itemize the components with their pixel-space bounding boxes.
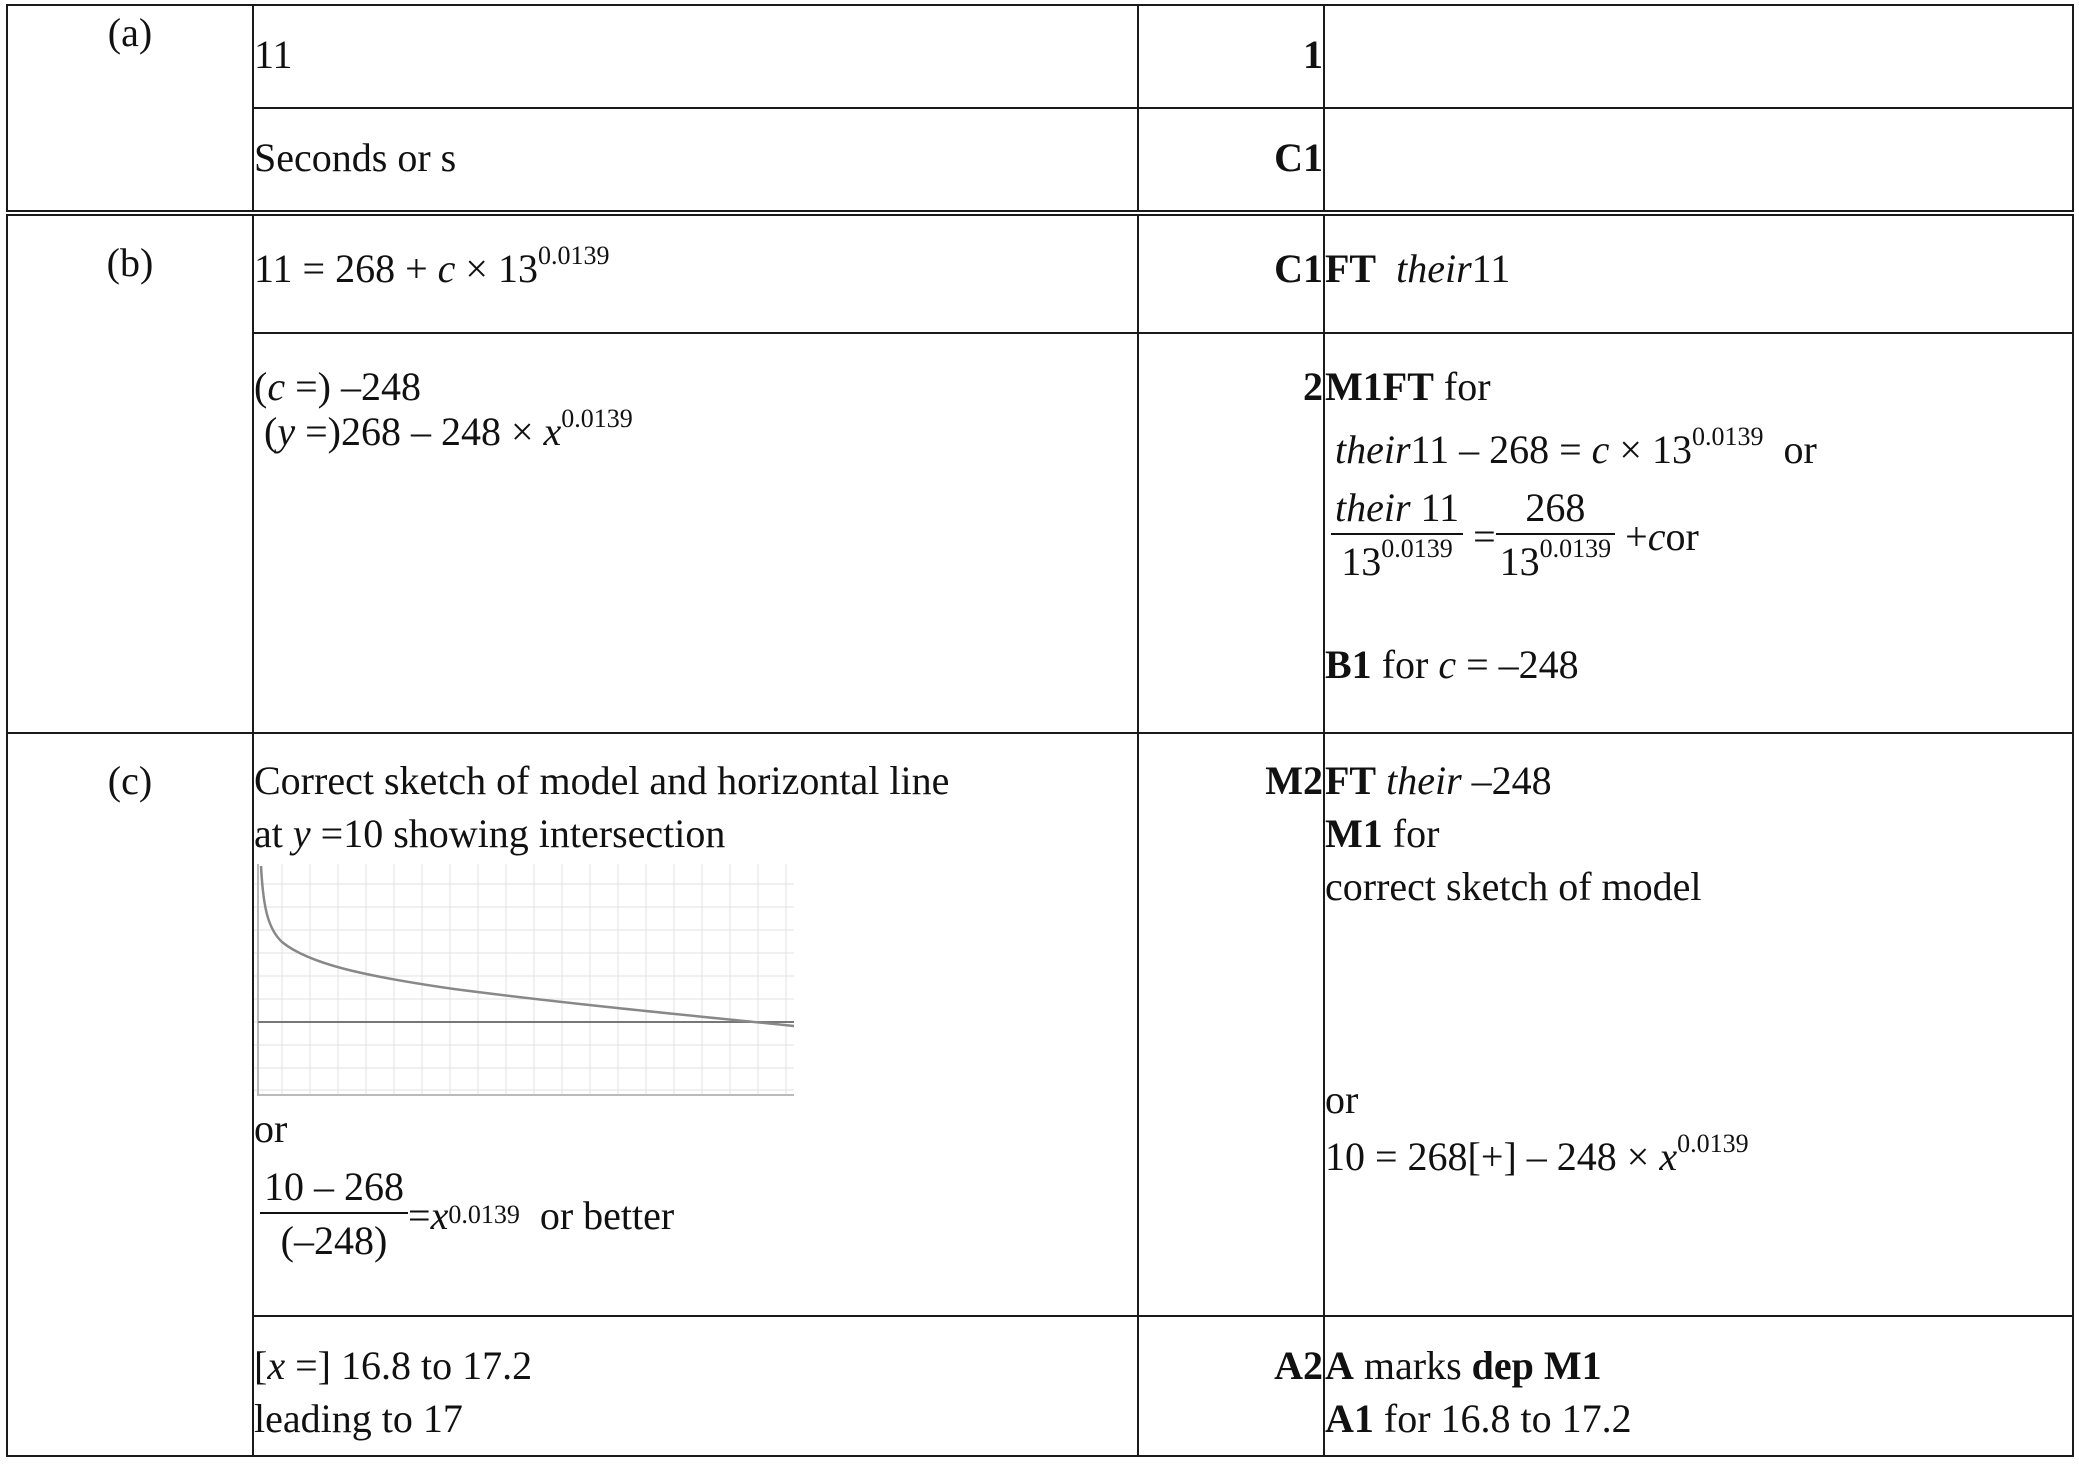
guidance-code: FT [1325, 246, 1377, 291]
answer-text: Seconds or s [254, 135, 457, 180]
guidance-or: or [1325, 1077, 1359, 1122]
part-label-b [7, 215, 253, 733]
part-label-c [7, 733, 253, 1456]
model-sketch-graph [254, 864, 794, 1100]
mark-cell [1138, 5, 1324, 108]
answer-cell [253, 1316, 1138, 1456]
guidance-line: correct sketch of model [1325, 864, 1702, 909]
guidance-line: A1 for 16.8 to 17.2 [1325, 1396, 1632, 1441]
part-label-text: (a) [107, 10, 153, 55]
answer-cell [253, 215, 1138, 333]
mark-cell [1138, 733, 1324, 1316]
model-curve [261, 866, 794, 1026]
guidance-value: 11 [1471, 246, 1511, 291]
part-label-a [7, 5, 253, 211]
mark-text: M2 [1265, 758, 1323, 803]
mark-text: C1 [1274, 135, 1323, 180]
guidance-line: M1 for [1325, 811, 1440, 856]
answer-fraction-equation: $\frac{10 - 268}{(-248)}$ = x 0.0139 or better [260, 1155, 1137, 1275]
answer-line: Correct sketch of model and horizontal line [254, 758, 950, 803]
guidance-cell [1324, 108, 2073, 211]
guidance-cell [1324, 215, 2073, 333]
equation-c1: $11 = 268 + c \times 13^{0.0139}$ [254, 241, 610, 291]
fraction-their-11: $\frac{\text{their 11}}{13^{0.0139}}$ [1331, 483, 1463, 589]
guidance-equation: $10 = 268[+] - 248 \times x^{0.0139}$ [1325, 1129, 1749, 1179]
mark-scheme-table-part-a [6, 4, 2074, 212]
guidance-title: M1FT for [1325, 364, 1491, 409]
guidance-cell [1324, 333, 2073, 733]
answer-or: or [254, 1106, 288, 1151]
answer-line-model: $(y =)268 - 248 \times x^{0.0139}$ [264, 404, 633, 454]
answer-line: leading to 17 [254, 1396, 463, 1441]
answer-line-c: (c =) –248 [254, 364, 421, 409]
guidance-their: their [1396, 246, 1472, 291]
mark-cell [1138, 333, 1324, 733]
mark-scheme-table-parts-b-c [6, 214, 2074, 1457]
fraction-268: $\frac{268}{13^{0.0139}}$ [1496, 483, 1616, 589]
guidance-cell [1324, 5, 2073, 108]
mark-text: A2 [1274, 1343, 1323, 1388]
guidance-equation: their11 – $268 = c \times 13^{0.0139}$ or [1335, 422, 1817, 472]
mark-cell [1138, 1316, 1324, 1456]
answer-cell [253, 733, 1138, 1316]
guidance-b1: B1 for c = –248 [1325, 642, 1579, 687]
answer-line: at y =10 showing intersection [254, 811, 726, 856]
fraction-10-268: $\frac{10 - 268}{(-248)}$ [260, 1162, 408, 1268]
part-label-text: (b) [106, 240, 154, 285]
answer-cell [253, 333, 1138, 733]
mark-cell [1138, 108, 1324, 211]
guidance-cell [1324, 733, 2073, 1316]
part-label-text: (c) [107, 758, 153, 803]
mark-text: C1 [1274, 246, 1323, 291]
answer-text: 11 [254, 32, 293, 77]
guidance-line: FT their –248 [1325, 758, 1552, 803]
mark-text: 2 [1303, 364, 1323, 409]
sketch-grid [254, 864, 794, 1096]
answer-cell [253, 5, 1138, 108]
mark-cell [1138, 215, 1324, 333]
mark-text: 1 [1303, 32, 1323, 77]
guidance-line: A marks dep M1 [1325, 1343, 1602, 1388]
guidance-fraction-equation: $\frac{\text{their 11}}{13^{0.0139}}$ = $\frac{268}{13^{0.0139}}$ + c or [1331, 476, 2072, 596]
answer-cell [253, 108, 1138, 211]
answer-line: [x =] 16.8 to 17.2 [254, 1343, 533, 1388]
guidance-cell [1324, 1316, 2073, 1456]
